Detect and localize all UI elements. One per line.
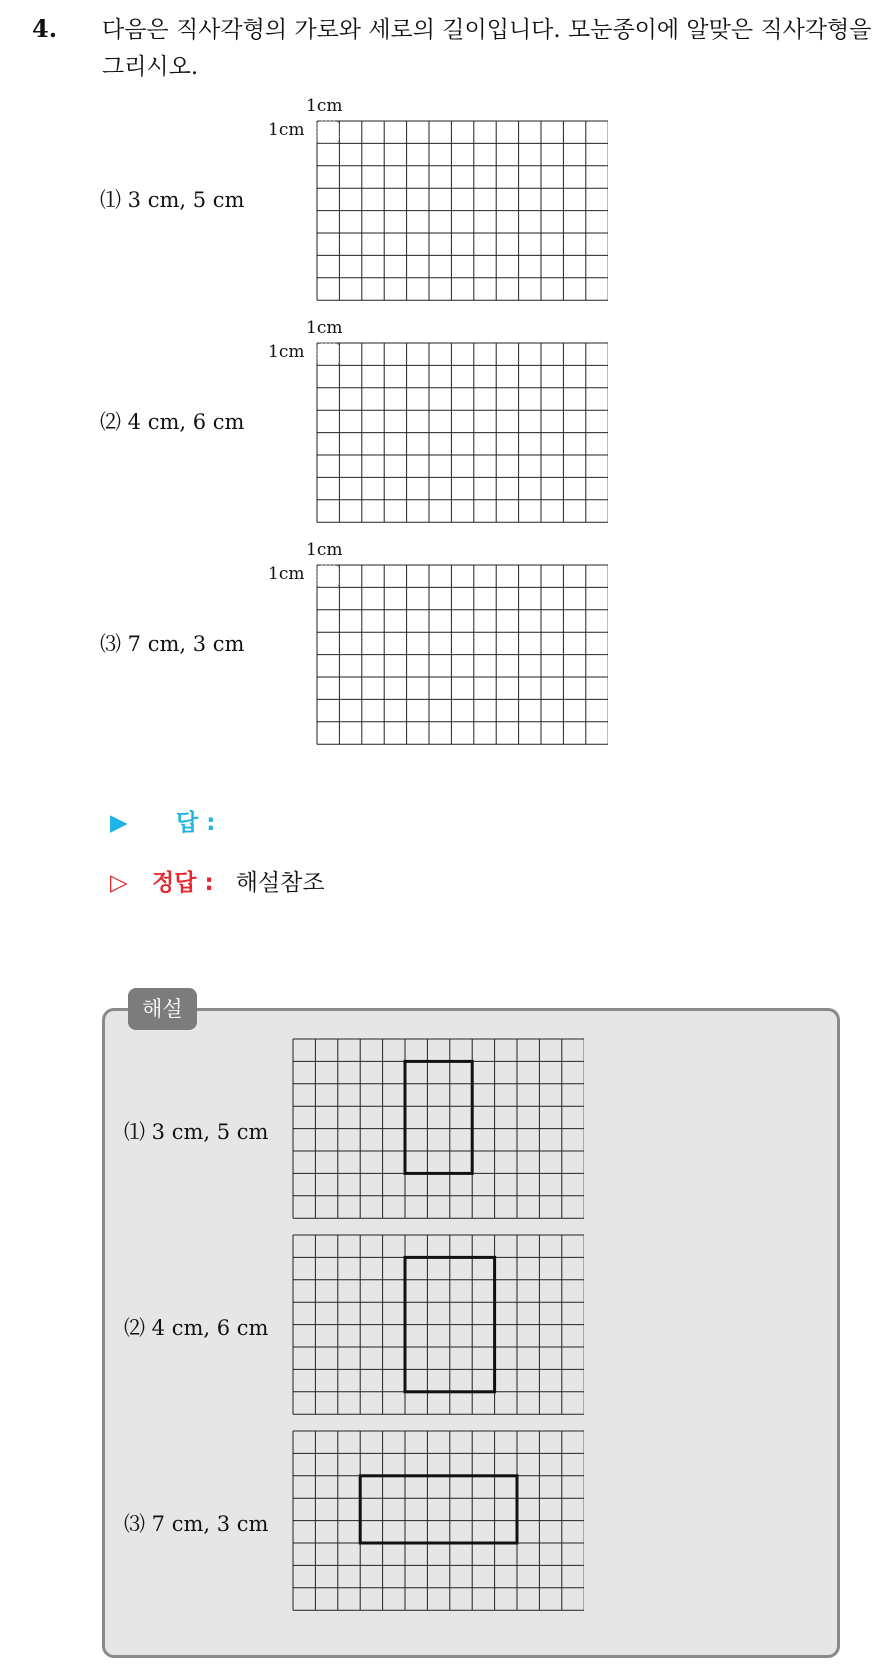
question-text: 다음은 직사각형의 가로와 세로의 길이입니다. 모눈종이에 알맞은 직사각형을 그리시오.	[102, 17, 872, 80]
problem-label-1: ⑴ 3 cm, 5 cm	[100, 188, 245, 212]
unit-label-side-1: 1cm	[268, 120, 305, 140]
grid-svg	[316, 564, 608, 746]
answer-rectangle	[360, 1476, 517, 1543]
grid-paper-2[interactable]	[316, 342, 608, 524]
unit-cell-marker	[317, 565, 339, 587]
correct-answer-row	[110, 864, 325, 897]
explanation-label-1: ⑴ 3 cm, 5 cm	[124, 1120, 269, 1144]
grid-paper-3[interactable]	[316, 564, 608, 746]
play-triangle-icon: ▶	[110, 810, 128, 836]
unit-label-top-2: 1cm	[306, 318, 343, 338]
explanation-label-2: ⑵ 4 cm, 6 cm	[124, 1316, 269, 1340]
problem-label-2: ⑵ 4 cm, 6 cm	[100, 410, 245, 434]
correct-answer-value: 해설참조	[235, 870, 325, 896]
grid-svg	[292, 1430, 584, 1612]
unit-cell-marker	[317, 343, 339, 365]
grid-paper-1[interactable]	[316, 120, 608, 302]
unit-cell-marker	[317, 121, 339, 143]
outline-triangle-icon: ▷	[110, 870, 128, 896]
grid-svg	[316, 342, 608, 524]
unit-label-top-3: 1cm	[306, 540, 343, 560]
correct-answer-label: 정답 :	[152, 870, 214, 896]
answer-rectangle	[405, 1061, 472, 1173]
question-number: 4.	[32, 14, 58, 43]
explanation-label-3: ⑶ 7 cm, 3 cm	[124, 1512, 269, 1536]
explanation-grid-3	[292, 1430, 584, 1612]
answer-row	[110, 804, 215, 837]
answer-label: 답 :	[176, 810, 216, 836]
explanation-grid-2	[292, 1234, 584, 1416]
explanation-tab: 해설	[128, 988, 197, 1030]
grid-svg	[316, 120, 608, 302]
grid-svg	[292, 1234, 584, 1416]
unit-label-side-3: 1cm	[268, 564, 305, 584]
explanation-grid-1	[292, 1038, 584, 1220]
unit-label-side-2: 1cm	[268, 342, 305, 362]
problem-label-3: ⑶ 7 cm, 3 cm	[100, 632, 245, 656]
grid-svg	[292, 1038, 584, 1220]
unit-label-top-1: 1cm	[306, 96, 343, 116]
